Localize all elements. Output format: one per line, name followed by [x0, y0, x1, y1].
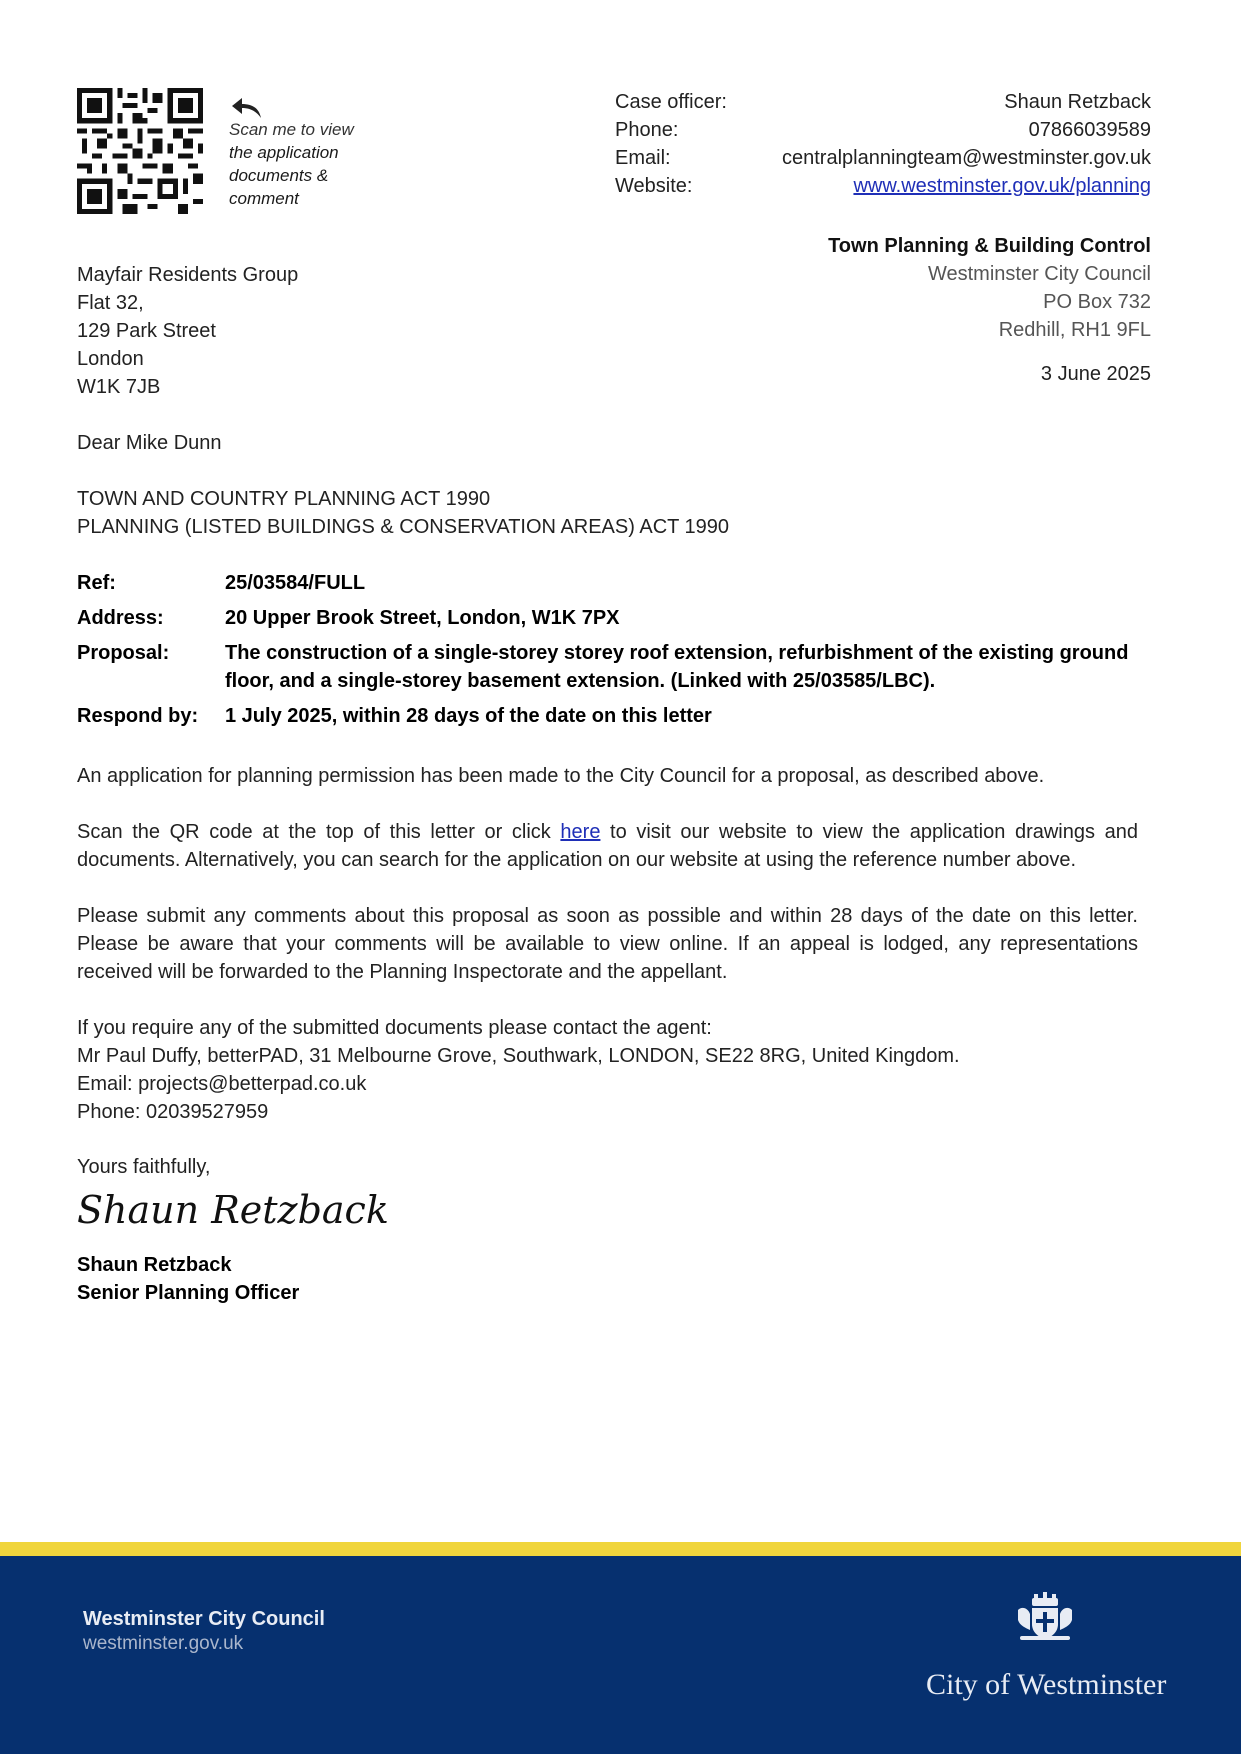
contact-row-website	[615, 172, 1151, 200]
proposal-label: Proposal:	[77, 642, 170, 664]
qr-caption-line: comment	[229, 189, 299, 208]
agent-line: Phone: 02039527959	[77, 1101, 269, 1123]
contact-details	[615, 88, 1151, 200]
signer-block	[77, 1251, 299, 1307]
signer-name: Shaun Retzback	[77, 1254, 232, 1276]
respond-value: 1 July 2025, within 28 days of the date on this letter	[225, 705, 712, 727]
act-line: TOWN AND COUNTRY PLANNING ACT 1990	[77, 488, 491, 510]
contact-row-email	[615, 144, 1151, 172]
email-address: centralplanningteam@westminster.gov.uk	[781, 147, 1151, 169]
ref-label: Ref:	[77, 572, 116, 594]
footer-council-name: Westminster City Council	[83, 1608, 325, 1630]
proposal-value: The construction of a single-storey storey roof extension, refurbishment of the existing ground floor, and a single-storey basement extension. (Linked with 25/03585/LBC).	[225, 642, 1129, 692]
here-link[interactable]: here	[560, 821, 601, 843]
recipient-line: 129 Park Street	[77, 320, 216, 342]
paragraph-qr-text: Scan the QR code at the top of this letter or click	[77, 821, 561, 843]
contact-row-officer	[615, 88, 1151, 116]
agent-line: Mr Paul Duffy, betterPAD, 31 Melbourne Grove, Southwark, LONDON, SE22 8RG, United Kingdom.	[77, 1045, 960, 1067]
act-line: PLANNING (LISTED BUILDINGS & CONSERVATION AREAS) ACT 1990	[77, 516, 730, 538]
paragraph-comments: Please submit any comments about this proposal as soon as possible and within 28 days of the date on this letter. Please be aware that your comments will be available to view online. If an appeal is lodged, any representations received will be forwarded to the Planning Inspectorate and the appellant.	[77, 905, 1138, 983]
website-label: Website:	[615, 175, 693, 197]
contact-row-phone	[615, 116, 1151, 144]
council-address-line: Westminster City Council	[927, 263, 1151, 285]
website-link[interactable]: www.westminster.gov.uk/planning	[853, 175, 1151, 197]
qr-code[interactable]	[77, 88, 203, 214]
handwritten-signature: Shaun Retzback	[77, 1188, 389, 1232]
footer-website[interactable]: westminster.gov.uk	[83, 1633, 244, 1654]
salutation: Dear Mike Dunn	[77, 432, 222, 454]
footer	[0, 1542, 1241, 1754]
letter-body	[77, 762, 1138, 1126]
recipient-line: Mayfair Residents Group	[77, 264, 299, 286]
address-label: Address:	[77, 607, 164, 629]
application-details	[77, 569, 1147, 737]
agent-line: If you require any of the submitted documents please contact the agent:	[77, 1017, 712, 1039]
detail-row-proposal	[77, 639, 1147, 695]
department-name: Town Planning & Building Control	[828, 235, 1151, 257]
signer-title: Senior Planning Officer	[77, 1282, 300, 1304]
agent-line: Email: projects@betterpad.co.uk	[77, 1073, 367, 1095]
closing: Yours faithfully,	[77, 1156, 211, 1178]
phone-label: Phone:	[615, 119, 679, 141]
ref-value: 25/03584/FULL	[225, 572, 366, 594]
qr-caption	[229, 118, 369, 210]
case-officer-name: Shaun Retzback	[1004, 91, 1151, 113]
agent-contact	[77, 1014, 1138, 1126]
phone-number: 07866039589	[1028, 119, 1151, 141]
letter-date: 3 June 2025	[1040, 363, 1151, 385]
email-label: Email:	[615, 147, 671, 169]
paragraph-qr-text: to visit our website to view the application drawings and documents. Alternatively, you can search for the application on our website at using the reference number above.	[77, 821, 1138, 871]
case-officer-label: Case officer:	[615, 91, 727, 113]
detail-row-address	[77, 604, 1147, 632]
address-value: 20 Upper Brook Street, London, W1K 7PX	[225, 607, 620, 629]
detail-row-ref	[77, 569, 1147, 597]
recipient-line: London	[77, 348, 144, 370]
council-address	[828, 232, 1151, 344]
respond-label: Respond by:	[77, 705, 199, 727]
qr-caption-line: the application	[229, 143, 339, 162]
council-address-line: Redhill, RH1 9FL	[998, 319, 1151, 341]
paragraph-qr	[77, 818, 1138, 874]
recipient-line: W1K 7JB	[77, 376, 161, 398]
city-of-westminster-logo-text: City of Westminster	[926, 1668, 1167, 1701]
recipient-address	[77, 261, 298, 401]
legislation-heading	[77, 485, 729, 541]
qr-caption-line: documents &	[229, 166, 329, 185]
crest-icon	[1010, 1592, 1080, 1642]
detail-row-respond	[77, 702, 1147, 730]
recipient-line: Flat 32,	[77, 292, 144, 314]
curved-arrow-icon	[230, 96, 264, 120]
qr-caption-line: Scan me to view	[229, 120, 354, 139]
council-address-line: PO Box 732	[1043, 291, 1151, 313]
paragraph-intro: An application for planning permission has been made to the City Council for a proposal, as described above.	[77, 765, 1045, 787]
